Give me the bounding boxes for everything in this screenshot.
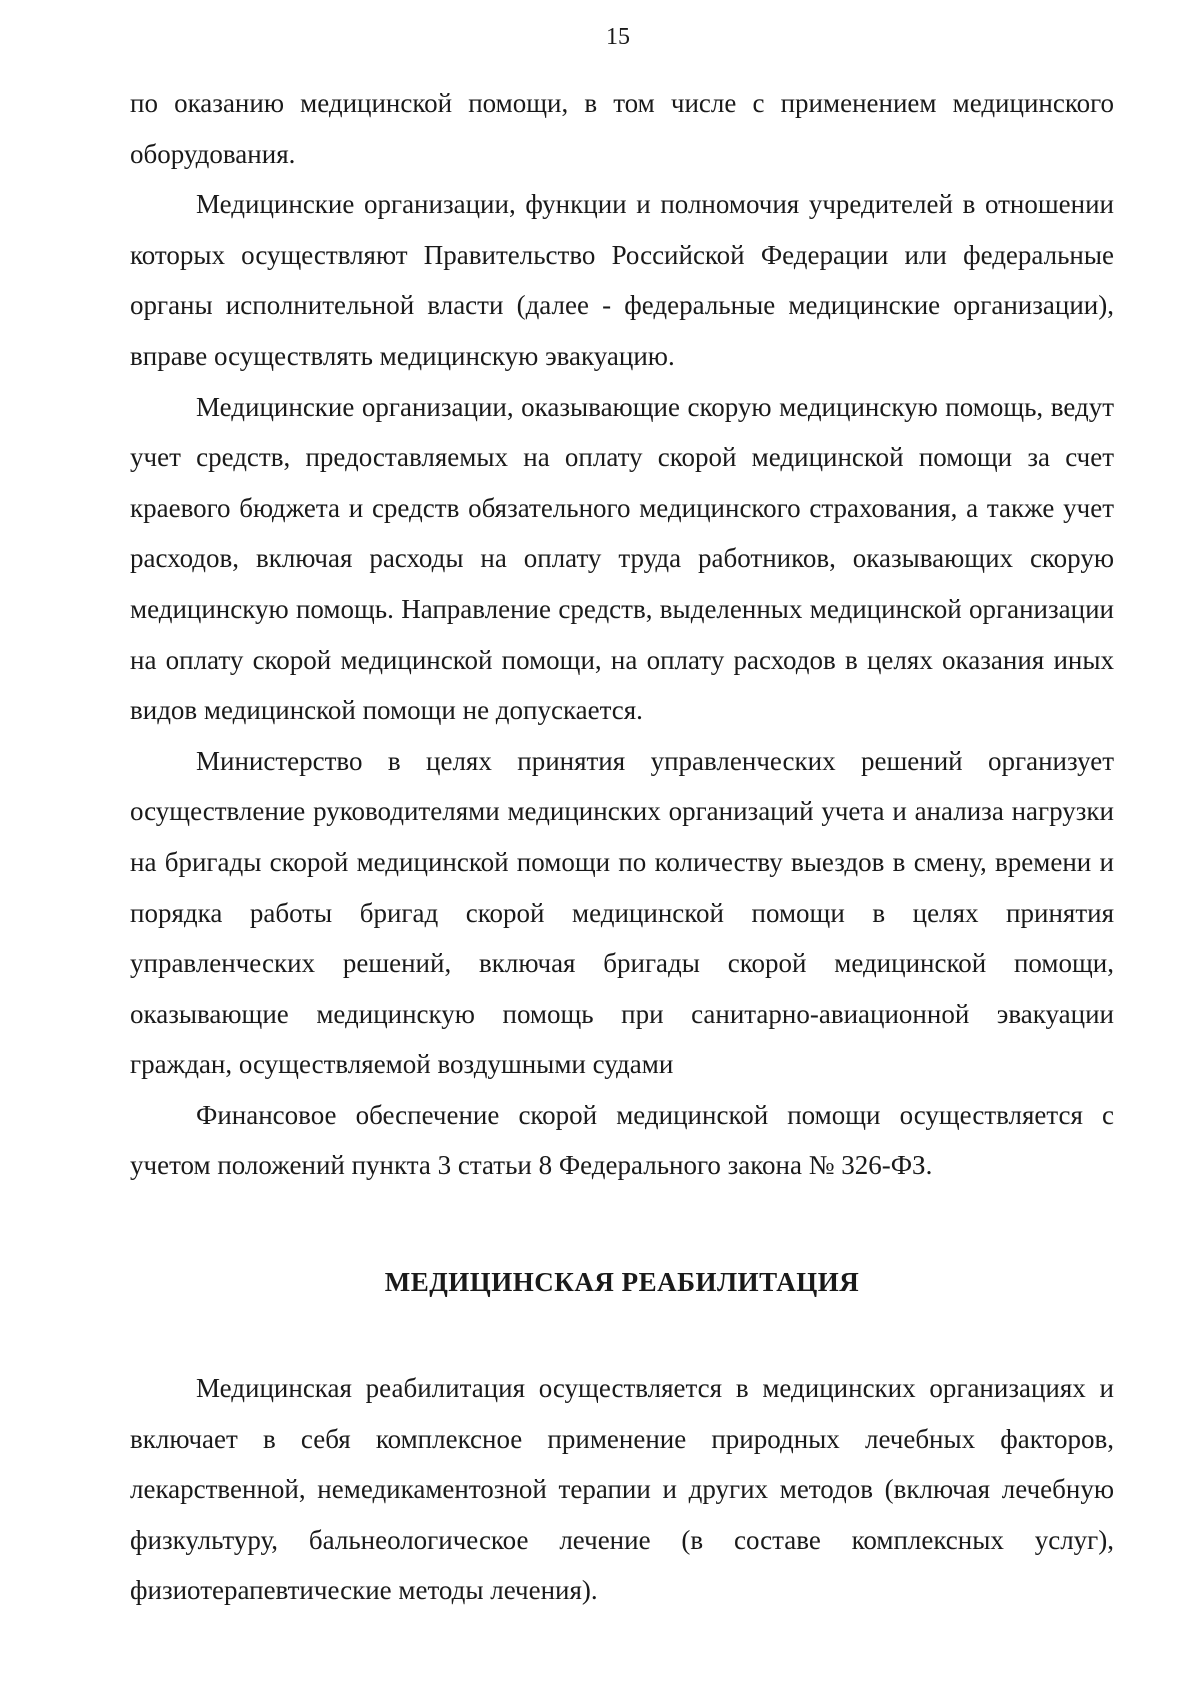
paragraph-federal-organizations: Медицинские организации, функции и полномочия учредителей в отношении которых осуществляют Правительство Российской Федерации или федеральные органы исполнительной власти (далее - федеральные медицинские организации), вправе осуществлять медицинскую эвакуацию. xyxy=(130,189,1114,371)
page-number: 15 xyxy=(606,24,630,50)
paragraph-rehabilitation: Медицинская реабилитация осуществляется в медицинских организациях и включает в себя комплексное применение природных лечебных факторов, лекарственной, немедикаментозной терапии и других методов (включая лечебную физкультуру, бальнеологическое лечение (в составе комплексных услуг), физиотерапевтические методы лечения). xyxy=(130,1373,1114,1606)
document-body xyxy=(130,78,1114,1616)
paragraph-ministry-analysis: Министерство в целях принятия управленческих решений организует осуществление руководителями медицинских организаций учета и анализа нагрузки на бригады скорой медицинской помощи по количеству выездов в смену, времени и порядка работы бригад скорой медицинской помощи в целях принятия управленческих решений, включая бригады скорой медицинской помощи, оказывающие медицинскую помощь при санитарно-авиационной эвакуации граждан, осуществляемой воздушными судами xyxy=(130,745,1114,1080)
section-heading: МЕДИЦИНСКАЯ РЕАБИЛИТАЦИЯ xyxy=(384,1267,860,1298)
paragraph-ambulance-accounting: Медицинские организации, оказывающие скорую медицинскую помощь, ведут учет средств, предоставляемых на оплату скорой медицинской помощи за счет краевого бюджета и средств обязательного медицинского страхования, а также учет расходов, включая расходы на оплату труда работников, оказывающих скорую медицинскую помощь. Направление средств, выделенных медицинской организации на оплату скорой медицинской помощи, на оплату расходов в целях оказания иных видов медицинской помощи не допускается. xyxy=(130,391,1114,726)
paragraph-financial-provision: Финансовое обеспечение скорой медицинской помощи осуществляется с учетом положений пункта 3 статьи 8 Федерального закона № 326-ФЗ. xyxy=(130,1099,1114,1181)
paragraph-continuation: по оказанию медицинской помощи, в том числе с применением медицинского оборудования. xyxy=(130,88,1114,169)
